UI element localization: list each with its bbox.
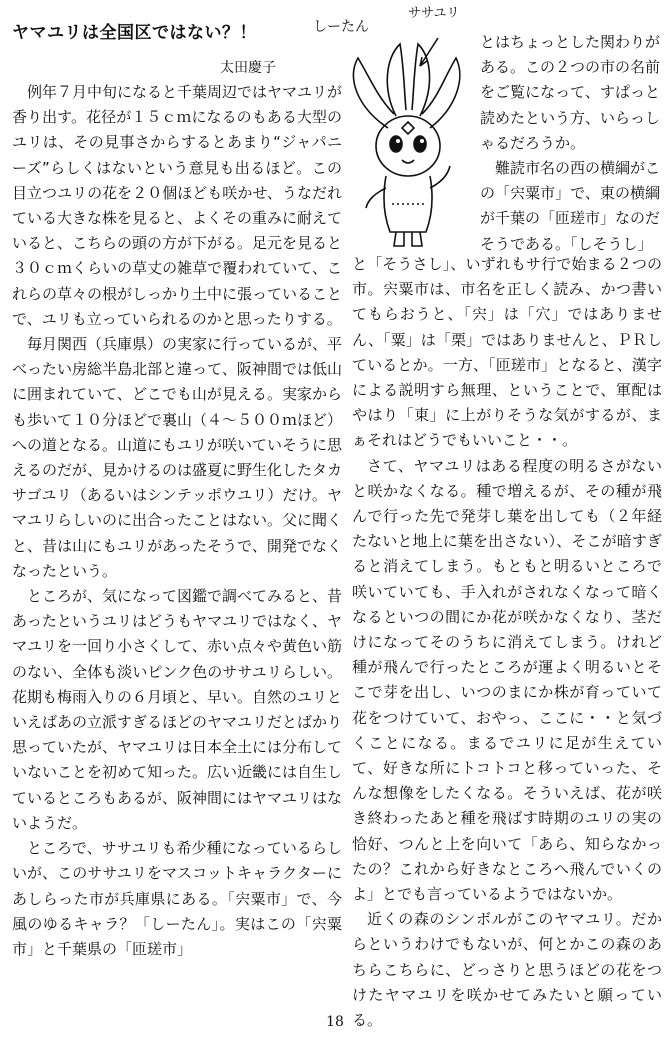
left-leg [394,232,404,246]
right-column-top [480,30,660,257]
diamond-mark [402,122,414,134]
pointer-arrow [420,38,438,66]
paragraph: ところが、気になって図鑑で調べてみると、昔あったというユリはどうもヤマユリではなく、ヤマユリを一回り小さくして、赤い点々や黄色い筋のない、全体も淡いピンク色のササユリらしい。花期も梅雨入りの６月頃と、早い。自然のユリといえばあの立派すぎるほどのヤマユリだとばかり思っていたが、ヤマユリは日本全土には分布していないことを初めて知った。広い近畿には自生しているところもあるが、阪神間にはヤマユリはないようだ。 [12,587,343,832]
paragraph: と「そうさし」、いずれもサ行で始まる２つの市。宍粟市は、市名を正しく読み、かつ書いてもらおうと、「宍」は「穴」ではありません、「粟」は「栗」ではありませんと、ＰＲしているとか。一方、「匝瑳市」となると、漢字による説明すら無理、ということで、軍配はやはり「東」に上がりそうな気がするが、まぁそれはどうでもいいこと・・。 [352,255,662,450]
paragraph: 例年７月中旬になると千葉周辺ではヤマユリが香り出す。花径が１５ｃｍになるのもある大型のユリは、その見事さからするとあまり“ジャパニーズ”らしくはないという意見も出るほど。この目立つユリの花を２０個ほども咲かせ、うなだれている大きな株を見ると、よくその重みに耐えていると、こちらの頭の方が下がる。足元を見ると３０ｃｍくらいの草丈の雑草で覆われていて、これらの草々の根がしっかり土中に張っていることで、ユリも立っていられるのかと思ったりする。 [12,83,343,328]
right-column [352,252,662,1033]
paragraph: ところで、ササユリも希少種になっているらしいが、このササユリをマスコットキャラクターにあしらった市が兵庫県にある。「宍粟市」で、今風のゆるキャラ？「しーたん」。実はこの「宍粟市」と千葉県の「匝瑳市」 [12,839,342,958]
illustration-label-shitan: しーたん [313,19,369,35]
left-arm [366,188,386,208]
mascot-illustration [338,28,478,256]
article-author: 太田慶子 [220,60,276,76]
article-title: ヤマユリは全国区ではない？！ [12,23,257,43]
mouth [402,160,414,163]
paragraph: 毎月関西（兵庫県）の実家に行っているが、平べったい房総半島北部と違って、阪神間では低山に囲まれていて、どこでも山が見える。実家からも歩いて１０分ほどで裏山（４～５００ｍほど）への道となる。山道にもユリが咲いていそうに思えるのだが、見かけるのは盛夏に野生化したタカサゴユリ（あるいはシンテッポウユリ）だけ。ヤマユリらしいのに出合ったことはない。父に聞くと、昔は山にもユリがあったそうで、開発でなくなったという。 [12,335,343,580]
right-arm [430,166,450,188]
page-number: 18 [326,1014,344,1030]
right-eye [414,136,426,152]
paragraph: 近くの森のシンボルがこのヤマユリ。だからというわけでもないが、何とかこの森のあちらこちらに、どっさりと思うほどの花をつけたヤマユリを咲かせてみたいと願っている。 [352,910,662,1030]
left-eye [390,136,402,152]
paragraph: さて、ヤマユリはある程度の明るさがないと咲かなくなる。種で増えるが、その種が飛んで行った先で発芽し葉を出しても（２年経たないと地上に葉を出さない）、そこが暗すぎると消えてしまう。もともと明るいところで咲いていても、手入れがされなくなって暗くなるといつの間にか花が咲かなくなり、茎だけになってそのうちに消えてしまう。けれど種が飛んで行ったところが運よく明るいとそこで芽を出し、いつのまにか株が育っていて花をつけていて、おやっ、ここに・・と気づくことになる。まるでユリに足が生えていて、好きな所にトコトコと移っていった、そんな想像をしたくなる。そういえば、花が咲き終わったあと種を飛ばす時期のユリの実の恰好、つんと上を向いて「あら、知らなかったの？これから好きなところへ飛んでいくのよ」とでも言っているようではないか。 [352,456,662,904]
left-column [12,80,342,962]
right-leg [412,232,422,246]
paragraph: とはちょっとした関わりがある。この２つの市の名前をご覧になって、すぱっと読めたという方、いらっしゃるだろうか。 [480,33,661,152]
mascot-face [376,116,440,176]
petal-top-left [387,44,406,116]
paragraph: 難読市名の西の横綱がこの「宍粟市」で、東の横綱が千葉の「匝瑳市」なのだそうである。「しそうし」 [480,159,661,253]
illustration-label-sasayuri: ササユリ [408,6,460,21]
